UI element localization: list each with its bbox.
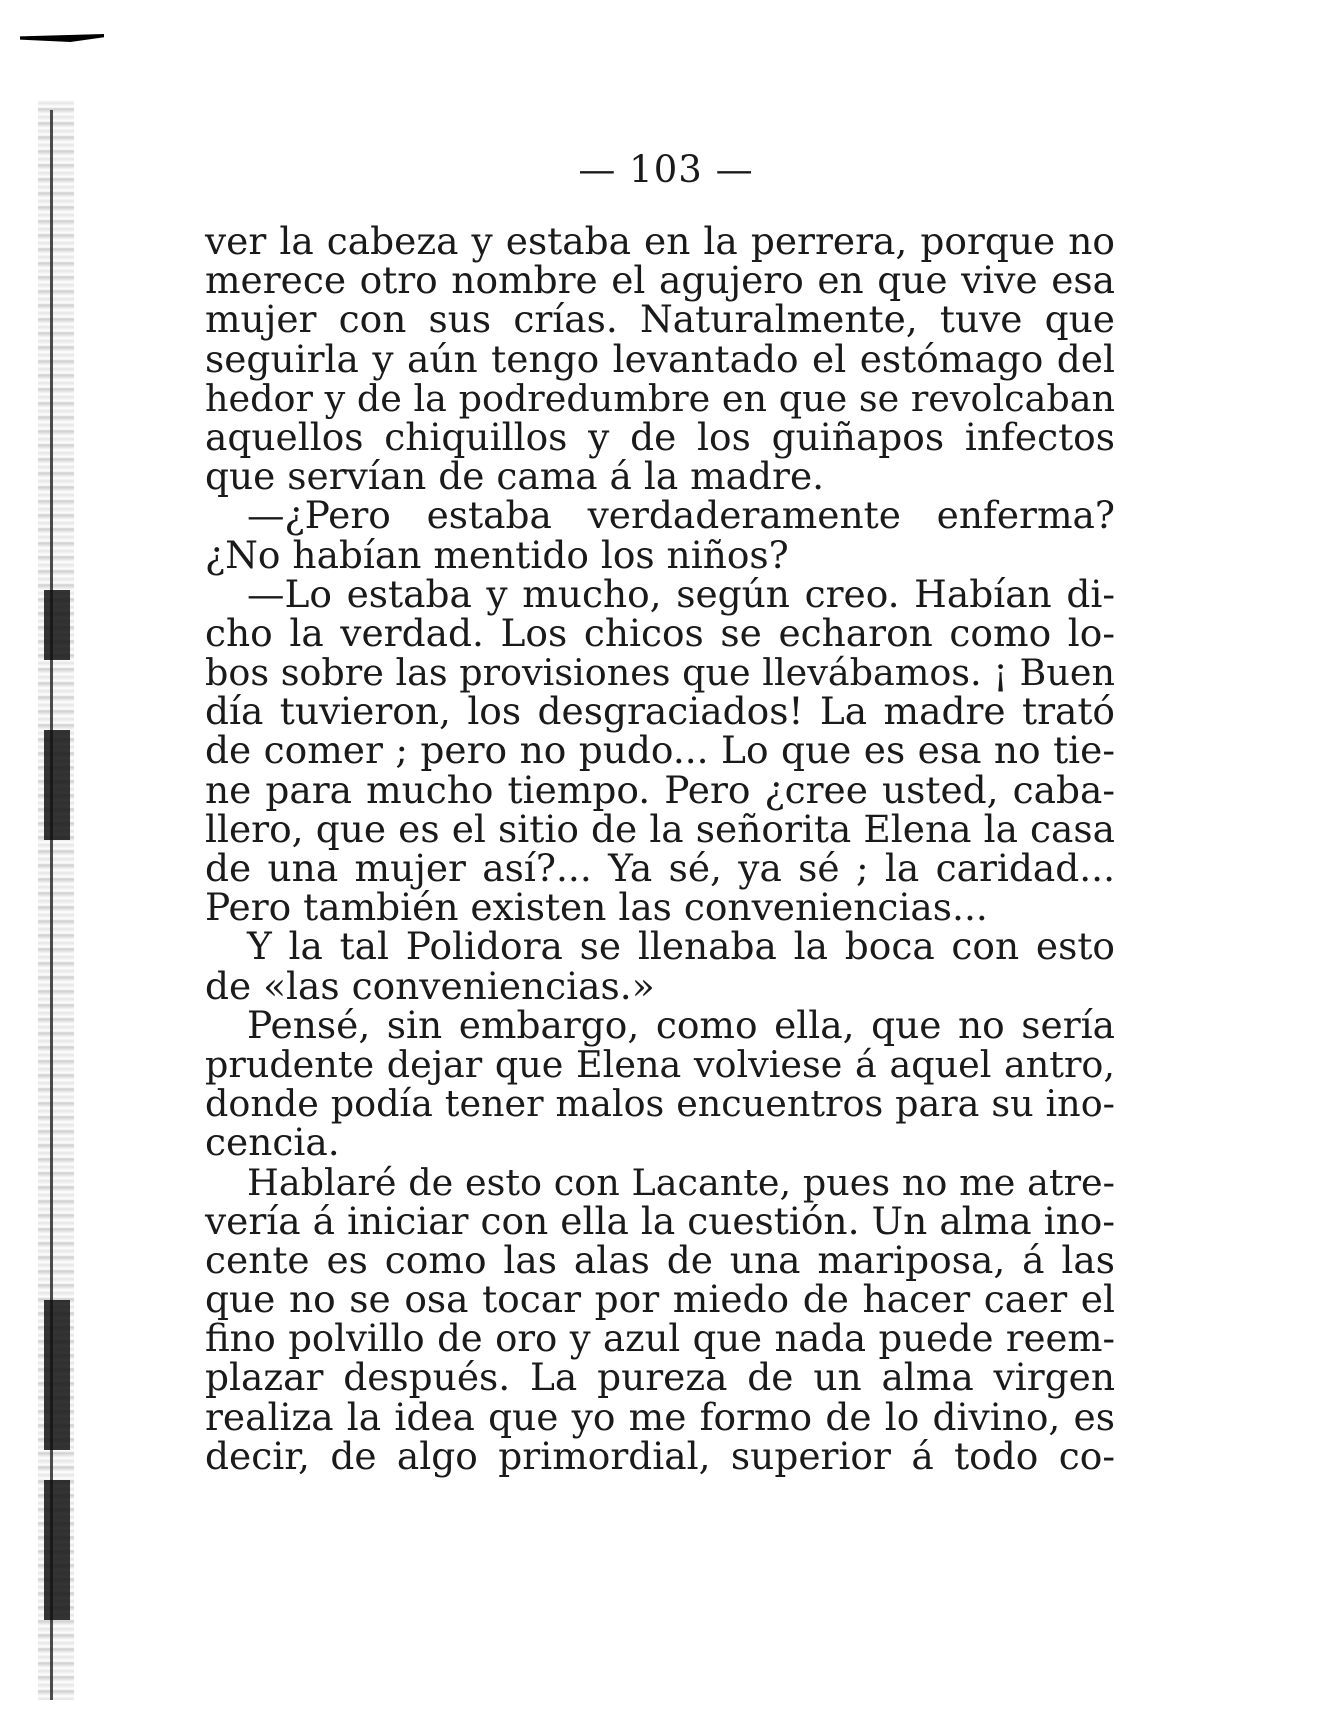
text-line: llero, que es el sitio de la señorita Elena la casa bbox=[205, 806, 1115, 851]
text-line: vería á iniciar con ella la cuestión. Un alma ino- bbox=[205, 1198, 1115, 1243]
text-line: hedor y de la podredumbre en que se revolcaban bbox=[205, 376, 1115, 420]
text-line: mujer con sus crías. Naturalmente, tuve que bbox=[205, 297, 1115, 342]
text-line: —Lo estaba y mucho, según creo. Habían di- bbox=[247, 571, 1115, 616]
text-line: —¿Pero estaba verdaderamente enferma? bbox=[247, 493, 1115, 538]
body-text bbox=[205, 219, 1115, 1478]
text-line: que servían de cama á la madre. bbox=[205, 454, 825, 499]
text-line: prudente dejar que Elena volviese á aquel antro, bbox=[205, 1042, 1115, 1086]
text-line: bos sobre las provisiones que llevábamos. ¡ Buen bbox=[205, 651, 1115, 695]
text-line: de una mujer así?... Ya sé, ya sé ; la caridad... bbox=[205, 846, 1115, 890]
text-line: Y la tal Polidora se llenaba la boca con esto bbox=[247, 924, 1115, 969]
binding-shadow bbox=[44, 1300, 70, 1450]
text-line: realiza la idea que yo me formo de lo divino, es bbox=[205, 1394, 1115, 1439]
text-line: cente es como las alas de una mariposa, á las bbox=[205, 1237, 1115, 1282]
text-line: plazar después. La pureza de un alma virgen bbox=[205, 1355, 1115, 1400]
binding-line bbox=[50, 110, 53, 1700]
binding-shadow bbox=[44, 590, 70, 660]
text-line: merece otro nombre el agujero en que vive esa bbox=[205, 258, 1115, 303]
scan-corner-mark bbox=[20, 34, 104, 42]
binding-shadow bbox=[44, 1480, 70, 1620]
binding-edge bbox=[38, 100, 74, 1700]
text-line: Pensé, sin embargo, como ella, que no sería bbox=[247, 1002, 1115, 1047]
text-line: seguirla y aún tengo levantado el estómago del bbox=[205, 336, 1115, 381]
text-line: cho la verdad. Los chicos se echaron como lo- bbox=[205, 610, 1115, 655]
page-number: — 103 — bbox=[578, 148, 754, 191]
text-line: ¿No habían mentido los niños? bbox=[205, 532, 789, 577]
text-line: de comer ; pero no pudo... Lo que es esa no tie- bbox=[205, 728, 1115, 773]
text-line: de «las conveniencias.» bbox=[205, 963, 655, 1008]
text-line: donde podía tener malos encuentros para su ino- bbox=[205, 1082, 1115, 1126]
text-line: fino polvillo de oro y azul que nada puede reem- bbox=[205, 1317, 1115, 1361]
text-line: Pero también existen las conveniencias... bbox=[205, 885, 988, 930]
text-line: ver la cabeza y estaba en la perrera, porque no bbox=[205, 219, 1115, 263]
text-line: día tuvieron, los desgraciados! La madre trató bbox=[205, 689, 1115, 734]
text-line: Hablaré de esto con Lacante, pues no me atre- bbox=[247, 1160, 1115, 1204]
text-line: ne para mucho tiempo. Pero ¿cree usted, caba- bbox=[205, 767, 1115, 812]
text-line: cencia. bbox=[205, 1120, 340, 1165]
text-line: aquellos chiquillos y de los guiñapos infectos bbox=[205, 414, 1115, 459]
text-line: decir, de algo primordial, superior á todo co- bbox=[205, 1433, 1115, 1478]
text-line: que no se osa tocar por miedo de hacer caer el bbox=[205, 1277, 1115, 1322]
binding-shadow bbox=[44, 730, 70, 840]
